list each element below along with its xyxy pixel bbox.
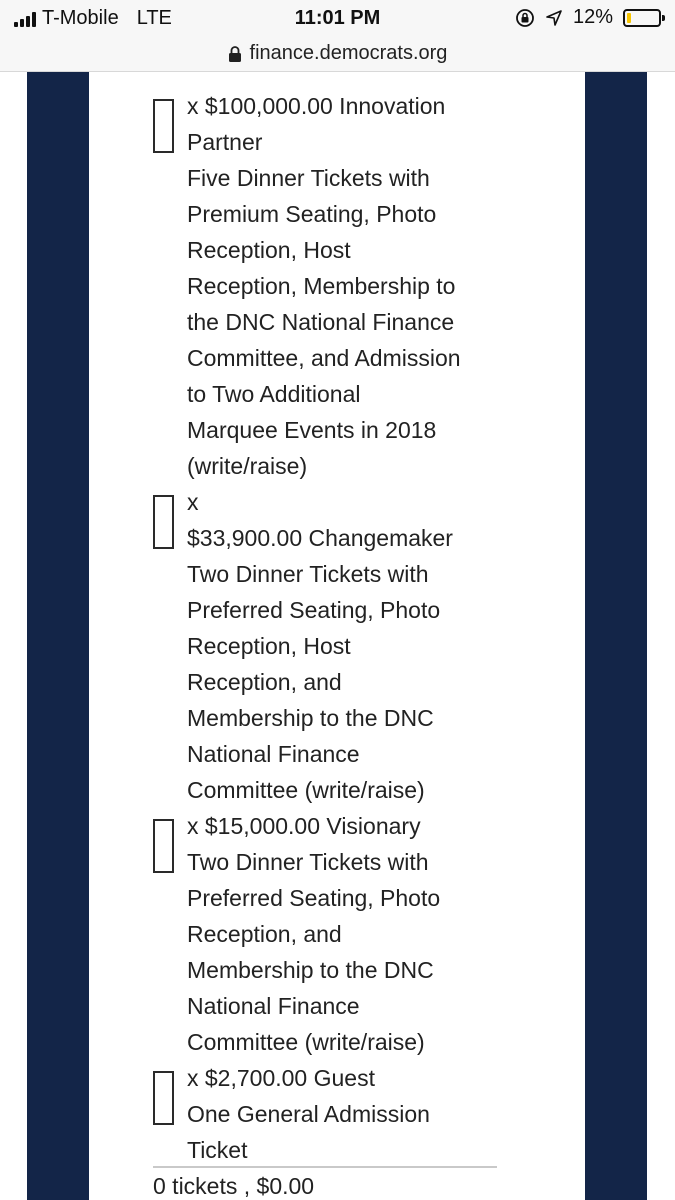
status-bar [0, 0, 675, 36]
location-arrow-icon [545, 9, 563, 27]
status-right [515, 6, 661, 29]
battery-percent: 12% [572, 6, 613, 28]
battery-icon [623, 9, 661, 27]
network-label: LTE [136, 7, 172, 29]
left-side-panel [27, 72, 89, 1200]
summary-divider [153, 1166, 497, 1168]
quantity-input[interactable] [153, 495, 174, 549]
ticket-description: x $33,900.00 Changemaker Two Dinner Tickets with Preferred Seating, Photo Reception, Host Reception, and Membership to the DNC National Finance Committee (write/raise) [187, 489, 453, 803]
rotation-lock-icon [515, 8, 535, 28]
ticket-description: x $2,700.00 Guest One General Admission Ticket [187, 1065, 430, 1163]
ticket-description: x $100,000.00 Innovation Partner Five Dinner Tickets with Premium Seating, Photo Reception, Host Reception, Membership to the DNC National Finance Committee, and Admission to Two Additional Marquee Events in 2018 (write/raise) [187, 93, 461, 479]
clock: 11:01 PM [294, 7, 381, 29]
carrier-label: T-Mobile [42, 7, 119, 29]
quantity-input[interactable] [153, 1071, 174, 1125]
right-side-panel [585, 72, 647, 1200]
quantity-input[interactable] [153, 819, 174, 873]
padlock-icon [228, 45, 242, 63]
address-bar[interactable] [0, 36, 675, 72]
url-text: finance.democrats.org [249, 42, 448, 64]
ticket-list [89, 72, 585, 1200]
ticket-total: 0 tickets , $0.00 [153, 1173, 315, 1199]
ticket-description: x $15,000.00 Visionary Two Dinner Tickets with Preferred Seating, Photo Reception, and Membership to the DNC National Finance Committee (write/raise) [187, 813, 441, 1055]
quantity-input[interactable] [153, 99, 174, 153]
